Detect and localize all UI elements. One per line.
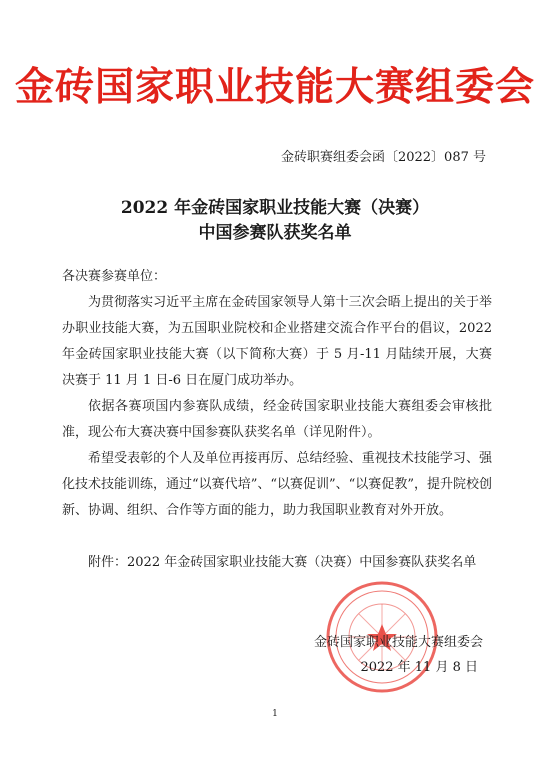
document-body bbox=[62, 264, 492, 576]
signature-date: 2022 年 11 月 8 日 bbox=[360, 660, 478, 675]
paragraph-3: 希望受表彰的个人及单位再接再厉、总结经验、重视技术技能学习、强化技术技能训练，通过“以赛代培”、“以赛促训”、“以赛促教”，提升院校创新、协调、组织、合作等方面的能力，助力我国职业教育对外开放。 bbox=[62, 451, 492, 518]
org-header-title: 金砖国家职业技能大赛组委会 bbox=[14, 64, 535, 110]
page-number: 1 bbox=[272, 709, 278, 719]
document-title-line-2: 中国参赛队获奖名单 bbox=[198, 223, 352, 243]
paragraph-1: 为贯彻落实习近平主席在金砖国家领导人第十三次会晤上提出的关于举办职业技能大赛，为五国职业院校和企业搭建交流合作平台的倡议，2022 年金砖国家职业技能大赛（以下简称大赛）于 5 月-11 月陆续开展，大赛决赛于 11 月 1 日-6 日在厦门成功举办。 bbox=[62, 295, 492, 388]
salutation: 各决赛参赛单位： bbox=[62, 269, 167, 284]
document-title-line-1: 2022 年金砖国家职业技能大赛（决赛） bbox=[120, 198, 430, 218]
document-number: 金砖职赛组委会函〔2022〕087 号 bbox=[280, 150, 486, 165]
signature-organization: 金砖国家职业技能大赛组委会 bbox=[313, 635, 483, 650]
paragraph-2: 依据各赛项国内参赛队成绩，经金砖国家职业技能大赛组委会审核批准，现公布大赛决赛中国参赛队获奖名单（详见附件）。 bbox=[62, 399, 492, 440]
attachment-note: 附件：2022 年金砖国家职业技能大赛（决赛）中国参赛队获奖名单 bbox=[88, 555, 477, 570]
